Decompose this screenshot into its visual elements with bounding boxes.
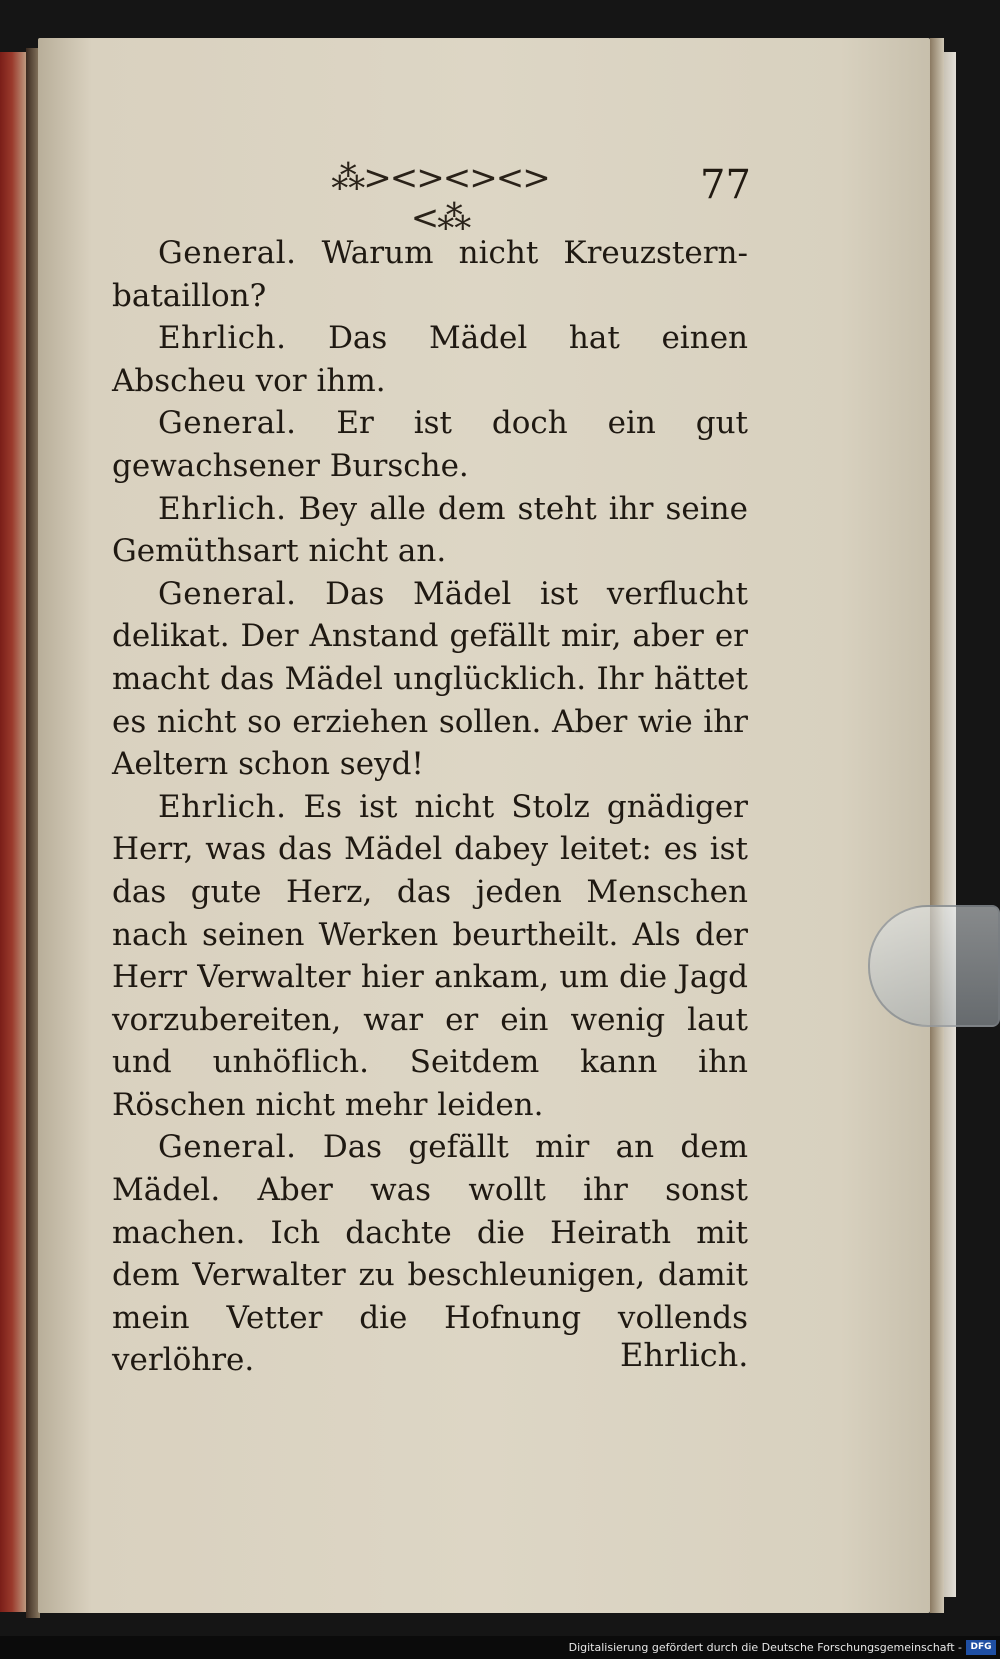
dialogue-paragraph bbox=[112, 488, 748, 573]
dialogue-text: Das Mädel hat einen Abscheu vor ihm. bbox=[112, 320, 748, 399]
dialogue-text: Bey alle dem steht ihr seine Gemüthsart nicht an. bbox=[112, 490, 748, 570]
speaker-name: General. bbox=[158, 1129, 297, 1166]
catchword: Ehrlich. bbox=[620, 1336, 749, 1374]
page-stack-edge-outer bbox=[944, 52, 956, 1597]
dialogue-paragraph bbox=[112, 573, 748, 786]
dialogue-text: Das gefällt mir an dem Mädel. Aber was wollt ihr sonst machen. Ich dachte die Heirath mit dem Verwalter zu beschleunigen, damit mein Vetter die Hofnung vollends verlöhre. bbox=[112, 1129, 748, 1379]
funding-credit: Digitalisierung gefördert durch die Deutsche Forschungsgemeinschaft - bbox=[568, 1641, 962, 1654]
dialogue-paragraph bbox=[112, 786, 748, 1127]
speaker-name: Ehrlich. bbox=[158, 320, 287, 357]
dialogue-text: Das Mädel ist verflucht delikat. Der Anstand gefällt mir, aber er macht das Mädel unglücklich. Ihr hättet es nicht so erziehen sollen. Aber wie ihr Aeltern schon seyd! bbox=[112, 575, 748, 783]
dialogue-paragraph bbox=[112, 402, 748, 487]
page-stack-edge bbox=[930, 38, 944, 1613]
speaker-name: Ehrlich. bbox=[158, 788, 287, 825]
speaker-name: Ehrlich. bbox=[158, 490, 287, 527]
dialogue-paragraph bbox=[112, 317, 748, 402]
dialogue-text: Er ist doch ein gut gewachsener Bursche. bbox=[112, 405, 748, 484]
speaker-name: General. bbox=[158, 575, 297, 612]
dialogue-text: Es ist nicht Stolz gnädiger Herr, was das Mädel dabey leitet: es ist das gute Herz, das jeden Menschen nach seinen Werken beurtheilt. Als der Herr Verwalter hier ankam, um die Jagd vorzubereiten, war er ein wenig laut und unhöflich. Seitdem kann ihn Röschen nicht mehr leiden. bbox=[112, 788, 748, 1123]
dialogue-paragraph bbox=[112, 232, 748, 317]
page-number: 77 bbox=[700, 162, 751, 208]
dialogue-text: Warum nicht Kreuzstern-bataillon? bbox=[112, 235, 748, 314]
dfg-logo: DFG bbox=[966, 1640, 996, 1655]
header-ornament: ⁂><><><><⁂ bbox=[331, 158, 549, 238]
body-text bbox=[112, 232, 748, 1382]
speaker-name: General. bbox=[158, 235, 297, 271]
speaker-name: General. bbox=[158, 405, 297, 442]
page-clip bbox=[868, 905, 1000, 1027]
